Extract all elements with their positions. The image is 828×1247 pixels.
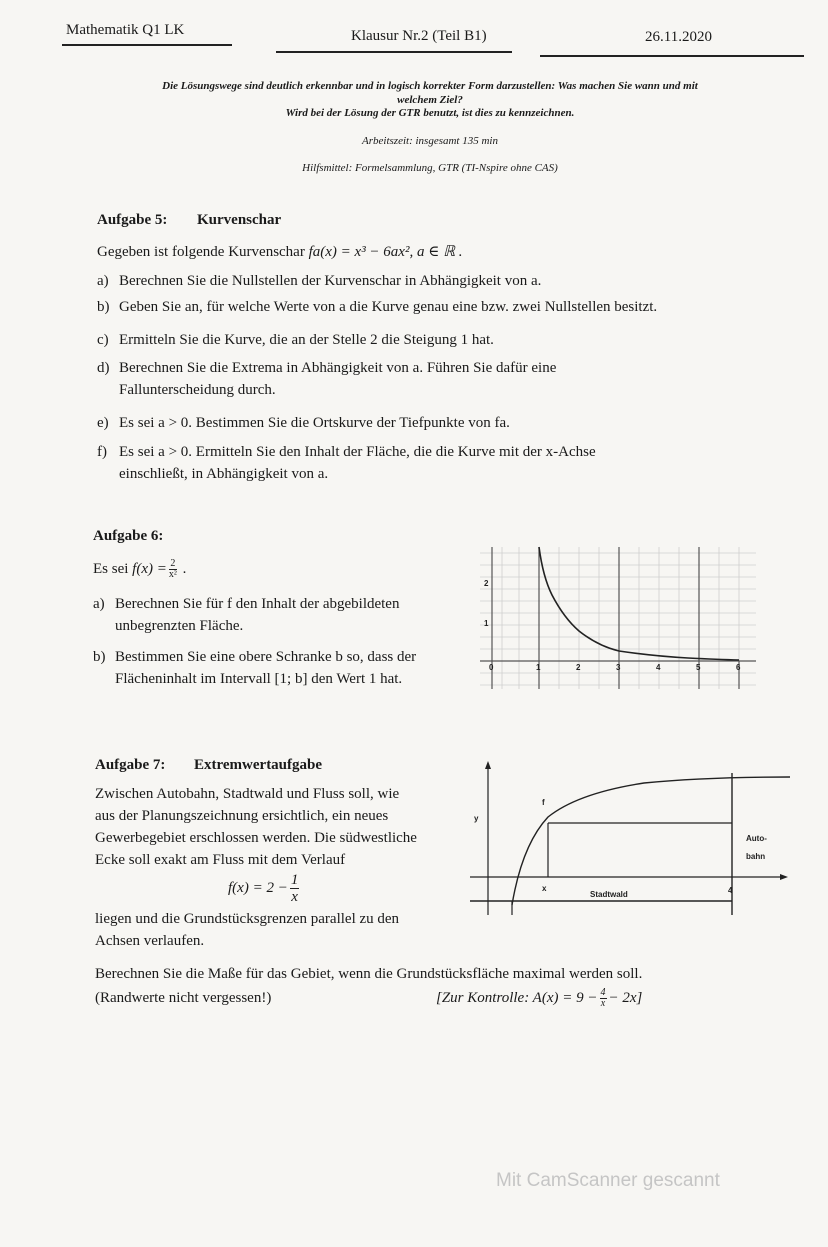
task5-item-e xyxy=(97,412,510,434)
task6-item-a xyxy=(93,593,399,637)
description-line: liegen und die Grundstücksgrenzen parallel zu den xyxy=(95,911,400,927)
task5-number: Aufgabe 5: xyxy=(97,212,168,228)
description-line: aus der Planungszeichnung ersichtlich, ein neues xyxy=(95,808,389,824)
tick-y-2: 2 xyxy=(484,579,489,588)
task7-diagram xyxy=(464,755,792,923)
tick-x-2: 2 xyxy=(576,663,581,672)
label-x: x xyxy=(542,884,547,893)
label-y: y xyxy=(474,814,479,823)
x-axis-arrow xyxy=(780,874,788,880)
item-label: b) xyxy=(93,649,106,665)
item-label: c) xyxy=(97,332,109,348)
fraction-denominator: x² xyxy=(168,569,177,581)
task5-item-f xyxy=(97,441,596,485)
tick-x-4: 4 xyxy=(656,663,661,672)
label-highway-2: bahn xyxy=(746,852,766,861)
task5-given-text: Gegeben ist folgende Kurvenschar xyxy=(97,244,305,260)
control-prefix: [Zur Kontrolle: A(x) = 9 − xyxy=(436,990,598,1006)
item-text: Es sei a > 0. Bestimmen Sie die Ortskurve der Tiefpunkte von fa. xyxy=(119,415,510,431)
task6-formula-lhs: f(x) = xyxy=(132,561,167,577)
item-label: e) xyxy=(97,415,109,431)
item-text: Bestimmen Sie eine obere Schranke b so, dass der xyxy=(115,649,417,665)
task7-description-2 xyxy=(95,908,399,952)
tick-x-0: 0 xyxy=(489,663,494,672)
fraction-denominator: x xyxy=(291,889,298,905)
label-f: f xyxy=(542,798,545,807)
task7-control xyxy=(436,987,642,1009)
task7-title: Extremwertaufgabe xyxy=(194,757,323,773)
item-text-2: Fallunterscheidung durch. xyxy=(119,382,276,398)
task6-number: Aufgabe 6: xyxy=(93,528,164,544)
tick-y-1: 1 xyxy=(484,619,489,628)
header-rule-left xyxy=(62,44,232,46)
task7-number: Aufgabe 7: xyxy=(95,757,166,773)
task5-item-c xyxy=(97,329,494,351)
subject: Mathematik Q1 LK xyxy=(66,22,185,38)
task5-item-a xyxy=(97,270,541,292)
task7-fraction xyxy=(290,872,300,905)
tick-x-3: 3 xyxy=(616,663,621,672)
control-fraction xyxy=(600,988,607,1009)
task7-formula xyxy=(228,872,301,905)
scanner-watermark: Mit CamScanner gescannt xyxy=(496,1170,720,1191)
allowed-aids: Hilfsmittel: Formelsammlung, GTR (TI-Nspire ohne CAS) xyxy=(302,162,558,174)
intro-line-3: Wird bei der Lösung der GTR benutzt, ist dies zu kennzeichnen. xyxy=(285,107,575,119)
description-line: Achsen verlaufen. xyxy=(95,933,205,949)
task6-graph xyxy=(478,543,760,691)
item-text: Berechnen Sie die Extrema in Abhängigkeit von a. Führen Sie dafür eine xyxy=(119,360,557,376)
y-axis-arrow xyxy=(485,761,491,769)
control-suffix: − 2x] xyxy=(608,990,643,1006)
fraction-numerator: 2 xyxy=(170,558,176,570)
fraction-numerator: 1 xyxy=(290,872,299,888)
exam-title: Klausur Nr.2 (Teil B1) xyxy=(351,28,487,44)
item-text-2: unbegrenzten Fläche. xyxy=(115,618,244,634)
item-text: Berechnen Sie für f den Inhalt der abgebildeten xyxy=(115,596,400,612)
tick-x-5: 5 xyxy=(696,663,701,672)
item-text: Geben Sie an, für welche Werte von a die Kurve genau eine bzw. zwei Nullstellen besitzt. xyxy=(119,299,658,315)
item-text: Berechnen Sie die Nullstellen der Kurvenschar in Abhängigkeit von a. xyxy=(119,273,542,289)
item-label: f) xyxy=(97,444,107,460)
task5-title: Kurvenschar xyxy=(197,212,282,228)
intro-line-1: Die Lösungswege sind deutlich erkennbar und in logisch korrekter Form darzustellen: Was machen Sie wann und mit xyxy=(162,80,698,92)
label-forest: Stadtwald xyxy=(590,890,628,899)
item-text-2: einschließt, in Abhängigkeit von a. xyxy=(119,466,329,482)
task7-description xyxy=(95,783,417,871)
tick-x-6: 6 xyxy=(736,663,741,672)
task7-hint: (Randwerte nicht vergessen!) xyxy=(95,990,272,1006)
item-text: Es sei a > 0. Ermitteln Sie den Inhalt der Fläche, die die Kurve mit der x-Achse xyxy=(119,444,596,460)
tick-x-1: 1 xyxy=(536,663,541,672)
task5-item-d xyxy=(97,357,556,401)
item-label: d) xyxy=(97,360,110,376)
description-line: Ecke soll exakt am Fluss mit dem Verlauf xyxy=(95,852,346,868)
task6-given: Es sei f(x) = $\frac{2}{\text{x²}}$ . xyxy=(93,558,187,581)
item-text: Ermitteln Sie die Kurve, die an der Stelle 2 die Steigung 1 hat. xyxy=(119,332,494,348)
item-label: a) xyxy=(93,596,105,612)
description-line: Zwischen Autobahn, Stadtwald und Fluss soll, wie xyxy=(95,786,400,802)
fraction-denominator: x xyxy=(600,998,606,1010)
task6-given-text: Es sei xyxy=(93,561,129,577)
item-text-2: Flächeninhalt im Intervall [1; b] den Wert 1 hat. xyxy=(115,671,403,687)
fraction-numerator: 4 xyxy=(600,987,606,999)
task7-question: Berechnen Sie die Maße für das Gebiet, wenn die Grundstücksfläche maximal werden soll. xyxy=(95,966,643,982)
label-highway-1: Auto- xyxy=(746,834,767,843)
exam-date: 26.11.2020 xyxy=(645,29,712,45)
task6-item-b xyxy=(93,646,416,690)
label-4: 4 xyxy=(728,886,733,895)
description-line: Gewerbegebiet erschlossen werden. Die südwestliche xyxy=(95,830,417,846)
work-time: Arbeitszeit: insgesamt 135 min xyxy=(362,135,498,147)
header-rule-right xyxy=(540,55,804,57)
task5-given xyxy=(97,241,462,263)
task5-item-b xyxy=(97,296,657,318)
intro-line-2: welchem Ziel? xyxy=(397,94,463,106)
task6-fraction xyxy=(169,559,177,580)
task5-formula: fa(x) = x³ − 6ax², a ∈ ℝ . xyxy=(308,244,463,260)
item-label: b) xyxy=(97,299,110,315)
header-rule-middle xyxy=(276,51,512,53)
task7-formula-lhs: f(x) = 2 − xyxy=(228,879,288,896)
item-label: a) xyxy=(97,273,109,289)
